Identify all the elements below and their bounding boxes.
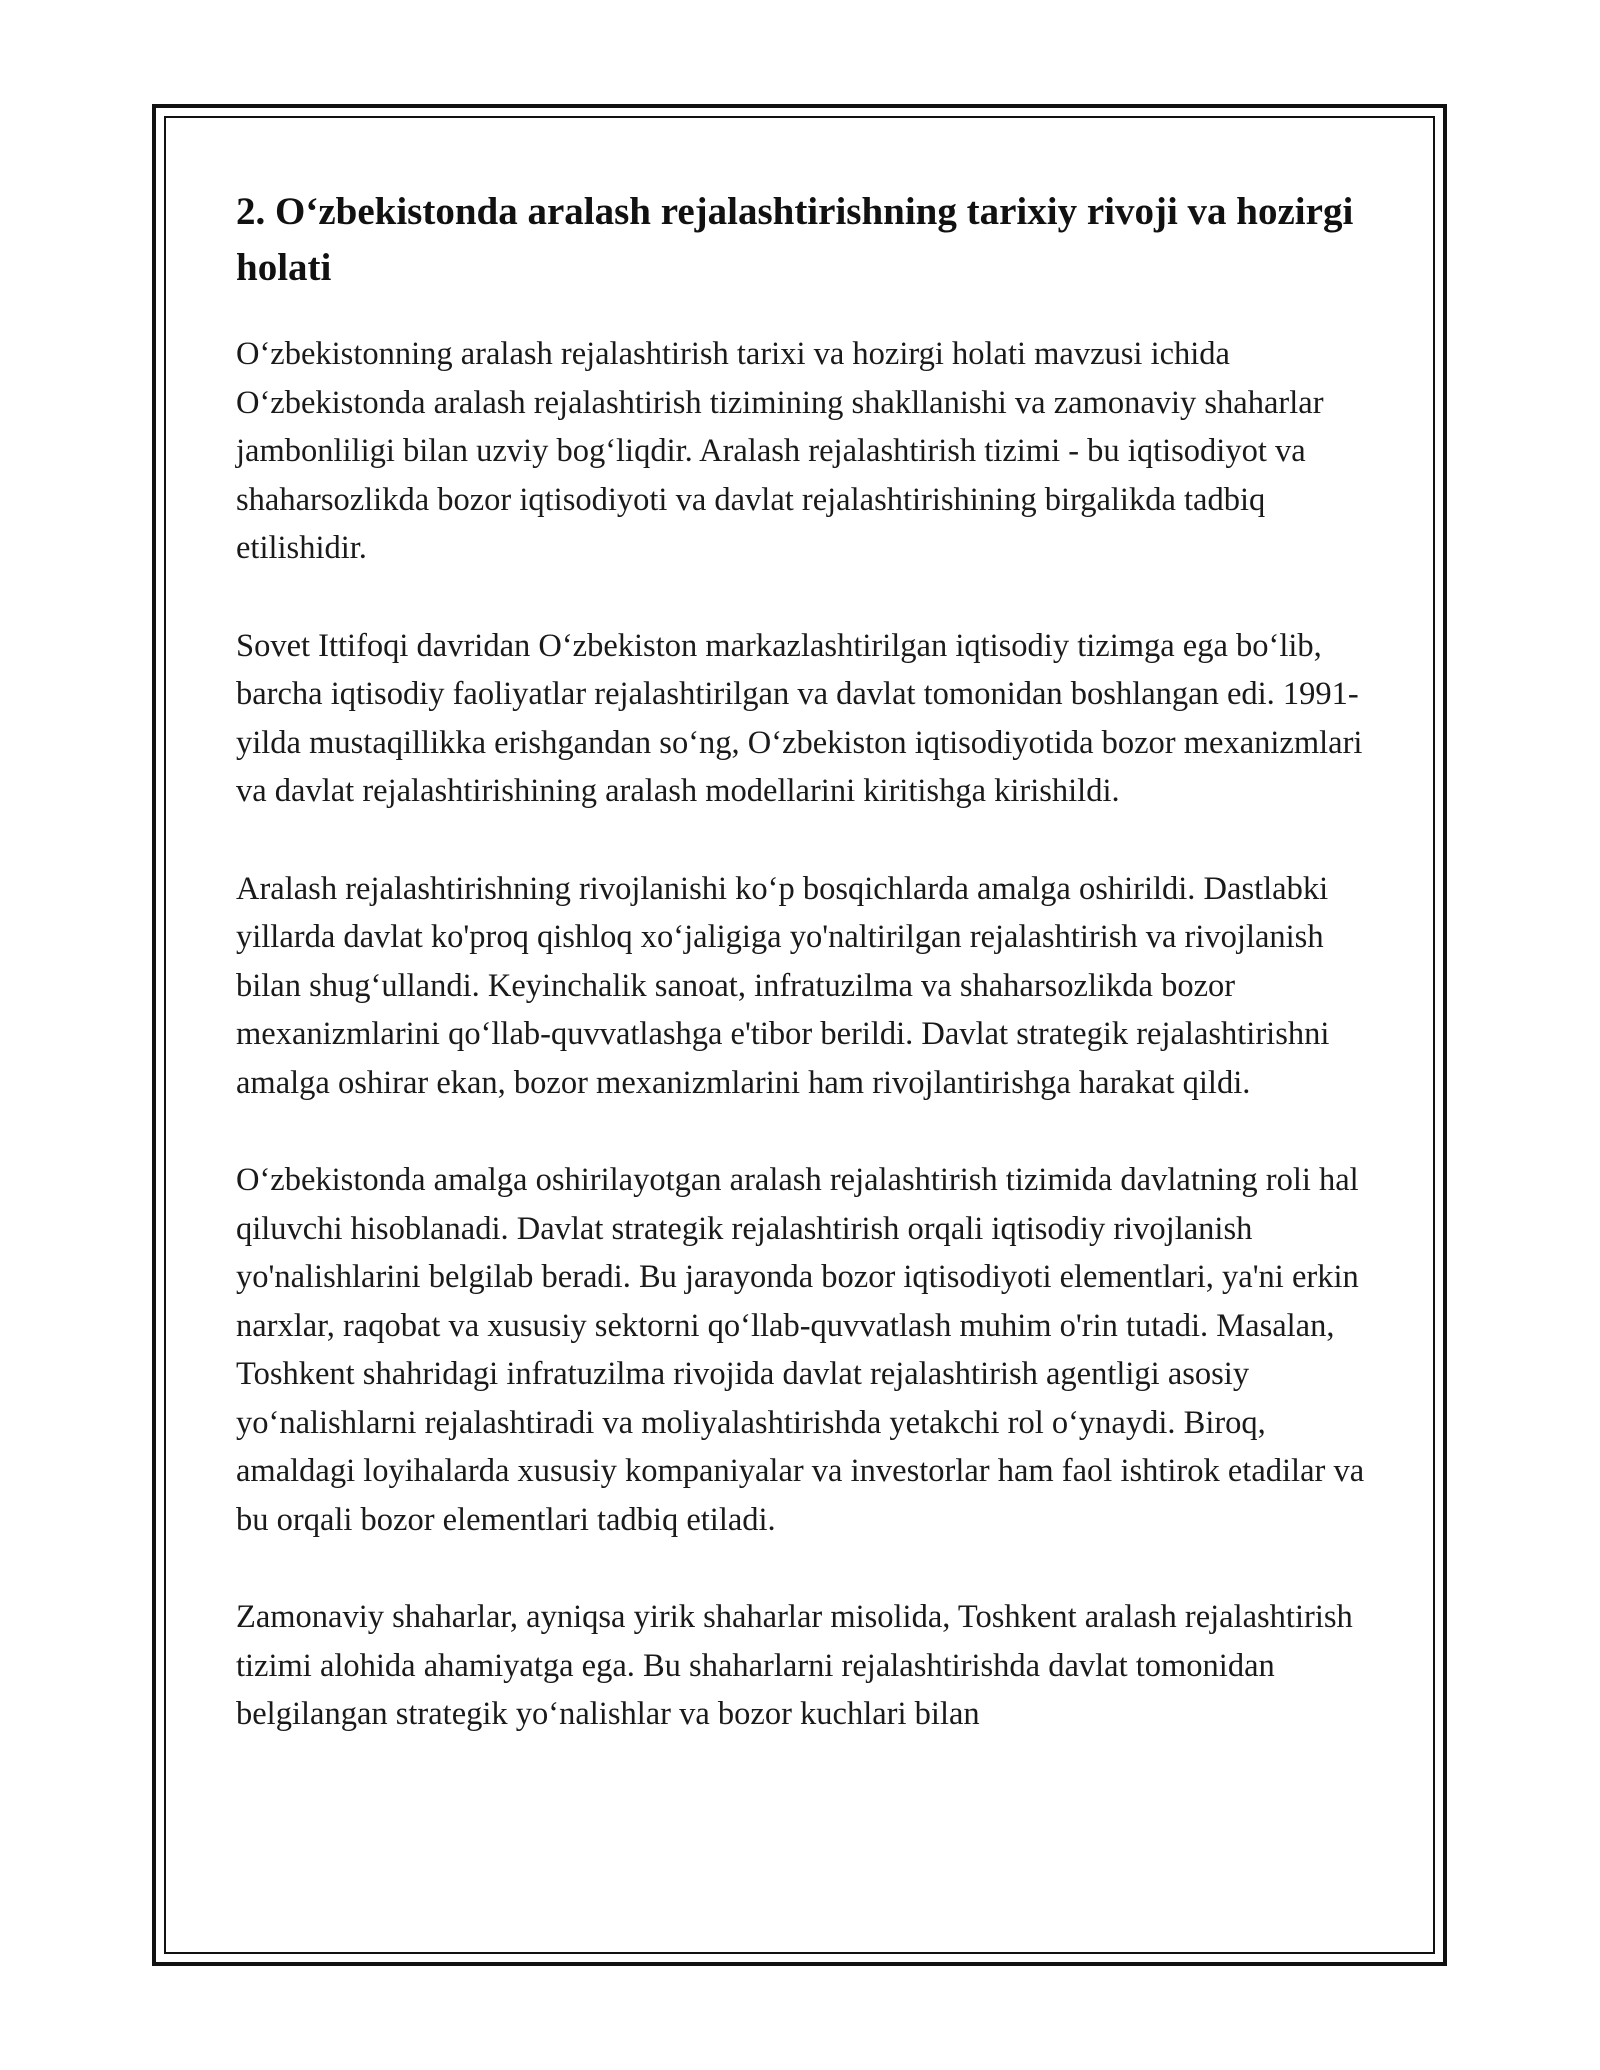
paragraph-4: O‘zbekistonda amalga oshirilayotgan aralash rejalashtirish tizimida davlatning roli hal qiluvchi hisoblanadi. Davlat strategik rejalashtirish orqali iqtisodiy rivojlanish yo'nalishlarini belgilab beradi. Bu jarayonda bozor iqtisodiyoti elementlari, ya'ni erkin narxlar, raqobat va xususiy sektorni qo‘llab-quvvatlash muhim o'rin tutadi. Masalan, Toshkent shahridagi infratuzilma rivojida davlat rejalashtirish agentligi asosiy yo‘nalishlarni rejalashtiradi va moliyalashtirishda yetakchi rol o‘ynaydi. Biroq, amaldagi loyihalarda xususiy kompaniyalar va investorlar ham faol ishtirok etadilar va bu orqali bozor elementlari tadbiq etiladi. — [236, 1162, 1365, 1538]
document-body — [236, 184, 1376, 1788]
paragraph-5: Zamonaviy shaharlar, ayniqsa yirik shaharlar misolida, Toshkent aralash rejalashtirish tizimi alohida ahamiyatga ega. Bu shaharlarni rejalashtirishda davlat tomonidan belgilangan strategik yo‘nalishlar va bozor kuchlari bilan — [236, 1599, 1353, 1732]
paragraph-1: O‘zbekistonning aralash rejalashtirish tarixi va hozirgi holati mavzusi ichida O‘zbekistonda aralash rejalashtirish tizimining shakllanishi va zamonaviy shaharlar jambonliligi bilan uzviy bog‘liqdir. Aralash rejalashtirish tizimi - bu iqtisodiyot va shaharsozlikda bozor iqtisodiyoti va davlat rejalashtirishining birgalikda tadbiq etilishidir. — [236, 336, 1324, 566]
paragraph-2: Sovet Ittifoqi davridan O‘zbekiston markazlashtirilgan iqtisodiy tizimga ega bo‘lib, barcha iqtisodiy faoliyatlar rejalashtirilgan va davlat tomonidan boshlangan edi. 1991-yilda mustaqillikka erishgandan so‘ng, O‘zbekiston iqtisodiyotida bozor mexanizmlari va davlat rejalashtirishining aralash modellarini kiritishga kirishildi. — [236, 627, 1363, 809]
paragraph-3: Aralash rejalashtirishning rivojlanishi ko‘p bosqichlarda amalga oshirildi. Dastlabki yillarda davlat ko'proq qishloq xo‘jaligiga yo'naltirilgan rejalashtirish va rivojlanish bilan shug‘ullandi. Keyinchalik sanoat, infratuzilma va shaharsozlikda bozor mexanizmlarini qo‘llab-quvvatlashga e'tibor berildi. Davlat strategik rejalashtirishni amalga oshirar ekan, bozor mexanizmlarini ham rivojlantirishga harakat qildi. — [236, 870, 1330, 1101]
section-heading: 2. O‘zbekistonda aralash rejalashtirishning tarixiy rivoji va hozirgi holati — [236, 190, 1354, 289]
